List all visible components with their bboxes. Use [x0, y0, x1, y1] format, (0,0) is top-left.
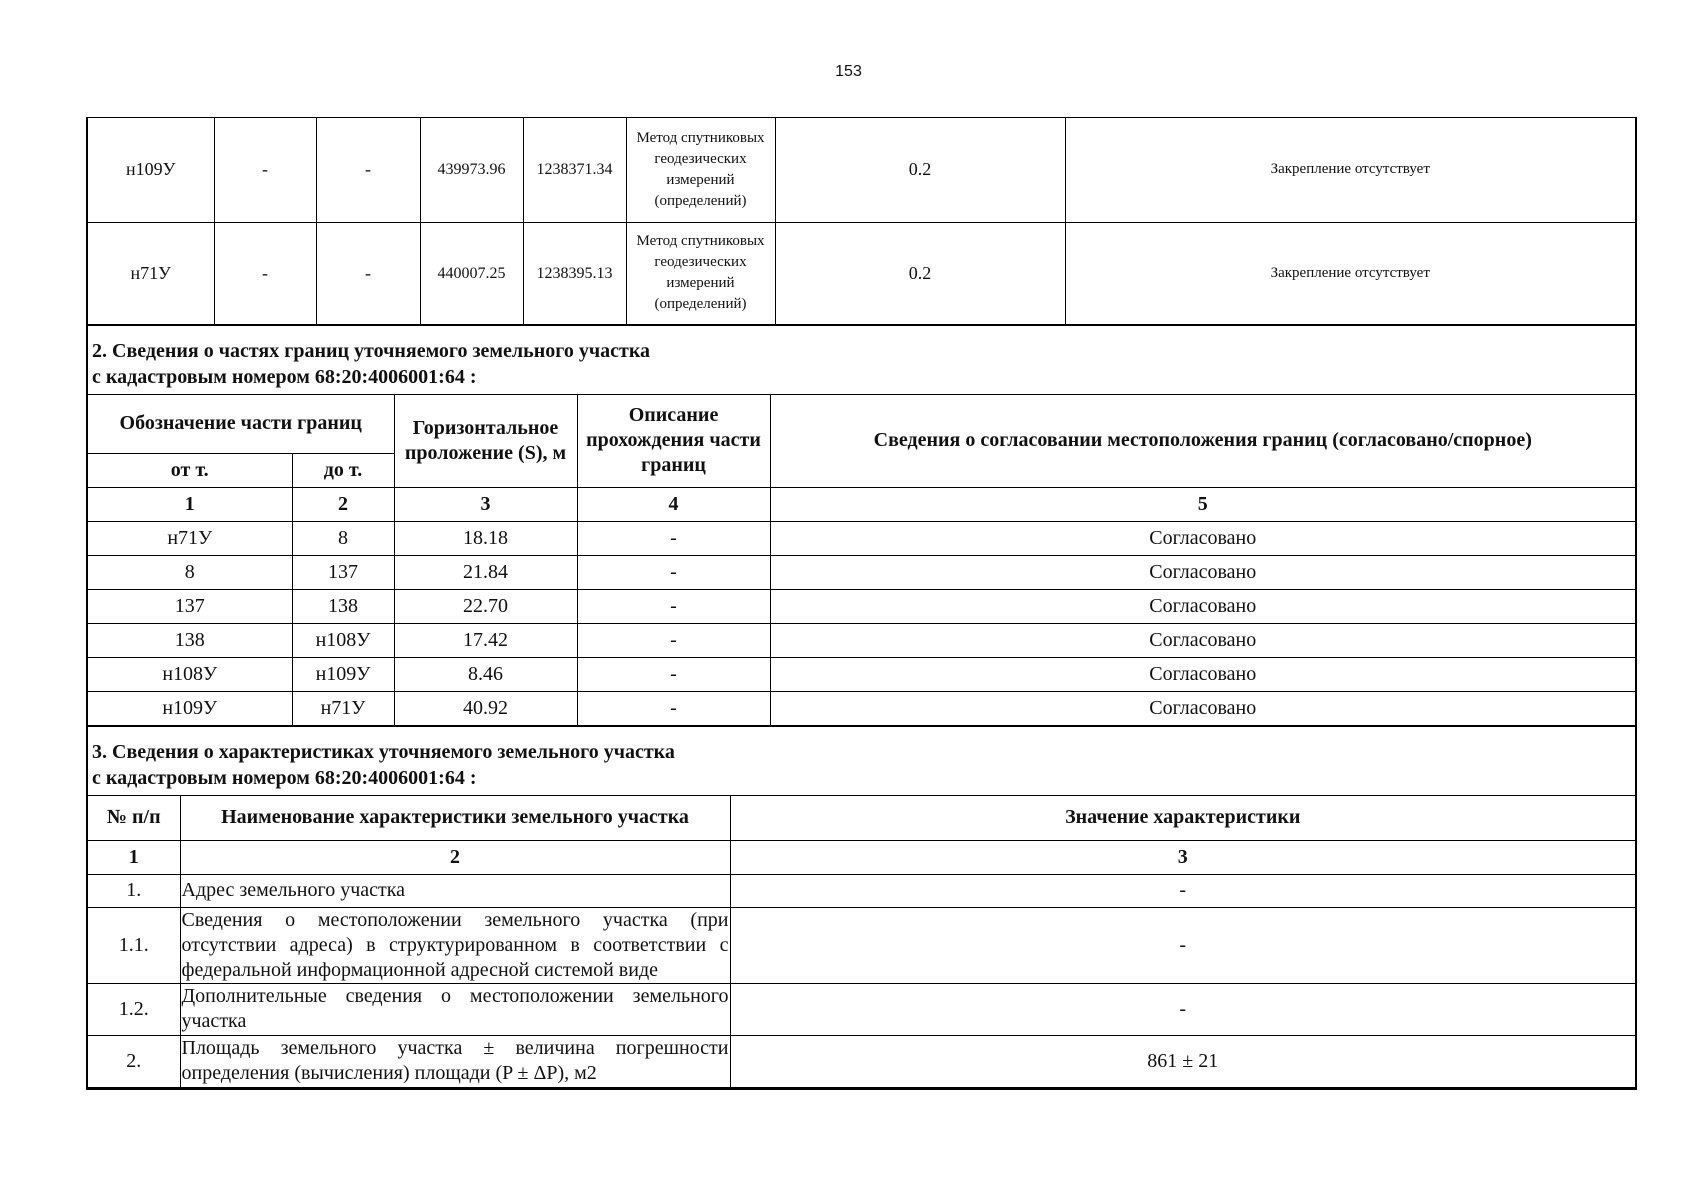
point-name: н109У: [88, 118, 214, 222]
cell-from: н108У: [88, 657, 292, 691]
cell-from: 138: [88, 623, 292, 657]
point-x: 439973.96: [420, 118, 523, 222]
table-row: [88, 691, 1635, 725]
section2-title-line2: с кадастровым номером 68:20:4006001:64 :: [92, 365, 477, 388]
point-y: 1238371.34: [523, 118, 626, 222]
cell-value: -: [730, 907, 1635, 983]
cell-status: Согласовано: [770, 657, 1635, 691]
index-cell: 3: [394, 487, 577, 521]
cell-from: н71У: [88, 521, 292, 555]
points-row: [88, 222, 1635, 324]
cell-status: Согласовано: [770, 521, 1635, 555]
header-description: Описание прохождения части границ: [577, 394, 770, 487]
table-row: [88, 983, 1635, 1035]
cell-desc: -: [577, 691, 770, 725]
table-row: [88, 874, 1635, 907]
cell-desc: -: [577, 623, 770, 657]
cell-to: н71У: [292, 691, 394, 725]
header-num: № п/п: [88, 795, 180, 840]
table-row: [88, 589, 1635, 623]
header-name: Наименование характеристики земельного участка: [180, 795, 730, 840]
table-row: [88, 623, 1635, 657]
cell-value: -: [730, 874, 1635, 907]
section2-title-line1: 2. Сведения о частях границ уточняемого земельного участка: [92, 339, 651, 362]
characteristics-table: [88, 795, 1635, 1088]
table-row: [88, 555, 1635, 589]
cell-status: Согласовано: [770, 555, 1635, 589]
cell-desc: -: [577, 657, 770, 691]
table-row: [88, 521, 1635, 555]
boundary-index-row: [88, 487, 1635, 521]
header-to: до т.: [292, 453, 394, 487]
index-cell: 1: [88, 487, 292, 521]
cell-to: 138: [292, 589, 394, 623]
cell-name: Сведения о местоположении земельного участка (при отсутствии адреса) в структурированном в соответствии с федеральной информационной адресной системой виде: [180, 907, 730, 983]
cell-num: 2.: [88, 1035, 180, 1087]
points-table: [88, 118, 1635, 325]
header-horizontal: Горизонтальное проложение (S), м: [394, 394, 577, 487]
point-old-y: -: [316, 222, 420, 324]
cell-name: Площадь земельного участка ± величина погрешности определения (вычисления) площади (P ± ΔP), м2: [180, 1035, 730, 1087]
cell-desc: -: [577, 521, 770, 555]
page-number: 153: [835, 63, 862, 80]
index-cell: 3: [730, 840, 1635, 874]
characteristics-header-row: [88, 795, 1635, 840]
cell-name: Дополнительные сведения о местоположении земельного участка: [180, 983, 730, 1035]
cell-num: 1.2.: [88, 983, 180, 1035]
cell-s: 18.18: [394, 521, 577, 555]
points-row: [88, 118, 1635, 222]
section2-title: [88, 325, 1635, 394]
section3-title: [88, 726, 1635, 795]
cell-value: 861 ± 21: [730, 1035, 1635, 1087]
point-method: Метод спутниковых геодезических измерений (определений): [626, 118, 775, 222]
cell-to: н108У: [292, 623, 394, 657]
cell-from: н109У: [88, 691, 292, 725]
header-from: от т.: [88, 453, 292, 487]
point-old-x: -: [214, 118, 316, 222]
cell-s: 40.92: [394, 691, 577, 725]
point-name: н71У: [88, 222, 214, 324]
point-old-y: -: [316, 118, 420, 222]
cell-s: 22.70: [394, 589, 577, 623]
section3-title-line2: с кадастровым номером 68:20:4006001:64 :: [92, 766, 477, 789]
cell-desc: -: [577, 555, 770, 589]
point-old-x: -: [214, 222, 316, 324]
cell-to: 8: [292, 521, 394, 555]
cell-to: 137: [292, 555, 394, 589]
point-mt: 0.2: [775, 222, 1065, 324]
cell-status: Согласовано: [770, 623, 1635, 657]
cell-name: Адрес земельного участка: [180, 874, 730, 907]
index-cell: 2: [180, 840, 730, 874]
cell-status: Согласовано: [770, 691, 1635, 725]
boundary-header-row: [88, 394, 1635, 453]
cell-s: 8.46: [394, 657, 577, 691]
index-cell: 4: [577, 487, 770, 521]
table-row: [88, 657, 1635, 691]
cell-desc: -: [577, 589, 770, 623]
point-fixing: Закрепление отсутствует: [1065, 118, 1635, 222]
header-agreement: Сведения о согласовании местоположения границ (согласовано/спорное): [770, 394, 1635, 487]
point-x: 440007.25: [420, 222, 523, 324]
cell-from: 8: [88, 555, 292, 589]
header-designation: Обозначение части границ: [88, 394, 394, 453]
cell-to: н109У: [292, 657, 394, 691]
point-fixing: Закрепление отсутствует: [1065, 222, 1635, 324]
header-value: Значение характеристики: [730, 795, 1635, 840]
characteristics-index-row: [88, 840, 1635, 874]
section3-title-line1: 3. Сведения о характеристиках уточняемого земельного участка: [92, 740, 675, 763]
table-row: [88, 907, 1635, 983]
point-mt: 0.2: [775, 118, 1065, 222]
index-cell: 2: [292, 487, 394, 521]
index-cell: 1: [88, 840, 180, 874]
point-y: 1238395.13: [523, 222, 626, 324]
cell-status: Согласовано: [770, 589, 1635, 623]
cell-value: -: [730, 983, 1635, 1035]
cell-from: 137: [88, 589, 292, 623]
document-frame: [86, 117, 1637, 1090]
boundary-parts-table: [88, 394, 1635, 726]
point-method: Метод спутниковых геодезических измерений (определений): [626, 222, 775, 324]
cell-num: 1.: [88, 874, 180, 907]
table-row: [88, 1035, 1635, 1087]
index-cell: 5: [770, 487, 1635, 521]
cell-s: 17.42: [394, 623, 577, 657]
cell-s: 21.84: [394, 555, 577, 589]
cell-num: 1.1.: [88, 907, 180, 983]
